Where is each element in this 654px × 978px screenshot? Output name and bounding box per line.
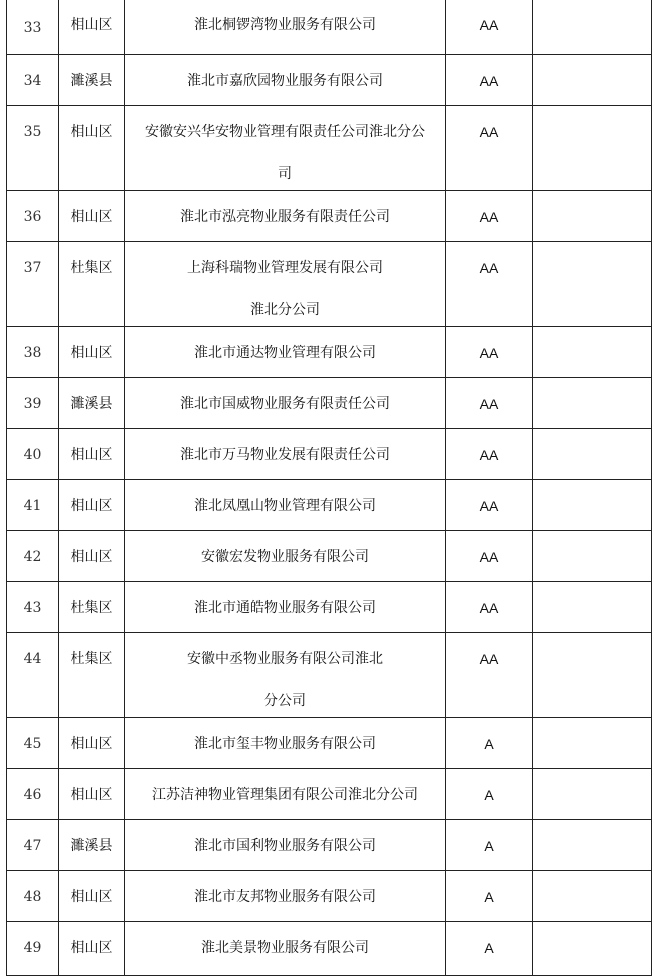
grade-cell: AA bbox=[446, 530, 533, 581]
district-cell: 相山区 bbox=[59, 717, 125, 768]
note-cell bbox=[533, 428, 652, 479]
company-name-cell bbox=[125, 105, 446, 190]
table-row bbox=[7, 479, 652, 530]
note-cell bbox=[533, 632, 652, 717]
row-number: 48 bbox=[7, 870, 59, 921]
note-cell bbox=[533, 0, 652, 54]
district-cell: 相山区 bbox=[59, 0, 125, 54]
company-name-line: 分公司 bbox=[264, 692, 306, 709]
company-name-cell bbox=[125, 190, 446, 241]
district-cell: 杜集区 bbox=[59, 241, 125, 326]
grade-cell: A bbox=[446, 768, 533, 819]
note-cell bbox=[533, 768, 652, 819]
grade-cell: AA bbox=[446, 377, 533, 428]
company-name-line: 江苏洁神物业管理集团有限公司淮北分公司 bbox=[152, 786, 418, 803]
note-cell bbox=[533, 530, 652, 581]
district-cell: 濉溪县 bbox=[59, 377, 125, 428]
grade-cell: AA bbox=[446, 326, 533, 377]
grade-cell: AA bbox=[446, 479, 533, 530]
company-name-cell bbox=[125, 819, 446, 870]
grade-cell: A bbox=[446, 870, 533, 921]
district-cell: 相山区 bbox=[59, 921, 125, 975]
table-row bbox=[7, 0, 652, 54]
company-name-cell bbox=[125, 870, 446, 921]
table-row bbox=[7, 377, 652, 428]
company-name-line: 淮北凤凰山物业管理有限公司 bbox=[194, 497, 376, 514]
company-name-line: 安徽宏发物业服务有限公司 bbox=[201, 548, 369, 565]
table-row bbox=[7, 632, 652, 717]
note-cell bbox=[533, 717, 652, 768]
district-cell: 杜集区 bbox=[59, 632, 125, 717]
company-name-line: 淮北市国威物业服务有限责任公司 bbox=[180, 395, 390, 412]
row-number: 49 bbox=[7, 921, 59, 975]
district-cell: 相山区 bbox=[59, 190, 125, 241]
row-number: 39 bbox=[7, 377, 59, 428]
company-name-cell bbox=[125, 921, 446, 975]
company-name-cell bbox=[125, 0, 446, 54]
note-cell bbox=[533, 54, 652, 105]
table-row bbox=[7, 54, 652, 105]
grade-cell: A bbox=[446, 819, 533, 870]
row-number: 47 bbox=[7, 819, 59, 870]
table-row bbox=[7, 819, 652, 870]
district-cell: 濉溪县 bbox=[59, 819, 125, 870]
company-name-line: 淮北桐锣湾物业服务有限公司 bbox=[194, 17, 376, 33]
grade-cell: AA bbox=[446, 632, 533, 717]
company-name-cell bbox=[125, 717, 446, 768]
grade-cell: AA bbox=[446, 581, 533, 632]
company-name-line: 安徽安兴华安物业管理有限责任公司淮北分公 bbox=[145, 123, 425, 140]
company-name-line: 淮北市通皓物业服务有限公司 bbox=[194, 599, 376, 616]
row-number: 44 bbox=[7, 632, 59, 717]
row-number: 45 bbox=[7, 717, 59, 768]
note-cell bbox=[533, 377, 652, 428]
row-number: 35 bbox=[7, 105, 59, 190]
note-cell bbox=[533, 105, 652, 190]
row-number: 33 bbox=[7, 0, 59, 54]
table-row bbox=[7, 717, 652, 768]
district-cell: 相山区 bbox=[59, 105, 125, 190]
grade-cell: AA bbox=[446, 190, 533, 241]
table-row bbox=[7, 768, 652, 819]
grade-cell: AA bbox=[446, 105, 533, 190]
company-name-line: 安徽中丞物业服务有限公司淮北 bbox=[187, 650, 383, 667]
company-name-cell bbox=[125, 377, 446, 428]
row-number: 43 bbox=[7, 581, 59, 632]
company-rating-table bbox=[6, 0, 652, 976]
district-cell: 相山区 bbox=[59, 768, 125, 819]
company-name-line: 淮北市国利物业服务有限公司 bbox=[194, 837, 376, 854]
company-name-line: 淮北美景物业服务有限公司 bbox=[201, 939, 369, 956]
note-cell bbox=[533, 190, 652, 241]
grade-cell: AA bbox=[446, 0, 533, 54]
row-number: 46 bbox=[7, 768, 59, 819]
company-name-cell bbox=[125, 326, 446, 377]
row-number: 37 bbox=[7, 241, 59, 326]
note-cell bbox=[533, 326, 652, 377]
company-name-cell bbox=[125, 632, 446, 717]
district-cell: 相山区 bbox=[59, 870, 125, 921]
company-name-cell bbox=[125, 581, 446, 632]
table-row bbox=[7, 428, 652, 479]
company-name-cell bbox=[125, 241, 446, 326]
note-cell bbox=[533, 819, 652, 870]
table-row bbox=[7, 870, 652, 921]
company-name-cell bbox=[125, 479, 446, 530]
row-number: 38 bbox=[7, 326, 59, 377]
grade-cell: A bbox=[446, 921, 533, 975]
company-name-line: 淮北市通达物业管理有限公司 bbox=[194, 344, 376, 361]
grade-cell: AA bbox=[446, 241, 533, 326]
note-cell bbox=[533, 479, 652, 530]
grade-cell: AA bbox=[446, 428, 533, 479]
table-row bbox=[7, 105, 652, 190]
table-row bbox=[7, 241, 652, 326]
company-name-line: 淮北市泓亮物业服务有限责任公司 bbox=[180, 208, 390, 225]
district-cell: 相山区 bbox=[59, 428, 125, 479]
district-cell: 杜集区 bbox=[59, 581, 125, 632]
grade-cell: AA bbox=[446, 54, 533, 105]
table-row bbox=[7, 326, 652, 377]
row-number: 42 bbox=[7, 530, 59, 581]
company-name-line: 上海科瑞物业管理发展有限公司 bbox=[187, 259, 383, 276]
district-cell: 相山区 bbox=[59, 530, 125, 581]
table-row bbox=[7, 581, 652, 632]
table-row bbox=[7, 530, 652, 581]
district-cell: 濉溪县 bbox=[59, 54, 125, 105]
note-cell bbox=[533, 241, 652, 326]
district-cell: 相山区 bbox=[59, 326, 125, 377]
table-row bbox=[7, 921, 652, 975]
grade-cell: A bbox=[446, 717, 533, 768]
table-body bbox=[7, 0, 652, 975]
row-number: 40 bbox=[7, 428, 59, 479]
note-cell bbox=[533, 921, 652, 975]
company-name-line: 司 bbox=[278, 165, 292, 182]
note-cell bbox=[533, 581, 652, 632]
district-cell: 相山区 bbox=[59, 479, 125, 530]
company-name-cell bbox=[125, 530, 446, 581]
row-number: 36 bbox=[7, 190, 59, 241]
company-name-line: 淮北市友邦物业服务有限公司 bbox=[194, 888, 376, 905]
row-number: 34 bbox=[7, 54, 59, 105]
row-number: 41 bbox=[7, 479, 59, 530]
note-cell bbox=[533, 870, 652, 921]
company-name-line: 淮北分公司 bbox=[250, 301, 320, 318]
company-name-cell bbox=[125, 54, 446, 105]
table-row bbox=[7, 190, 652, 241]
company-name-line: 淮北市万马物业发展有限责任公司 bbox=[180, 446, 390, 463]
company-name-line: 淮北市玺丰物业服务有限公司 bbox=[194, 735, 376, 752]
company-name-cell bbox=[125, 768, 446, 819]
company-name-line: 淮北市嘉欣园物业服务有限公司 bbox=[187, 72, 383, 89]
company-name-cell bbox=[125, 428, 446, 479]
